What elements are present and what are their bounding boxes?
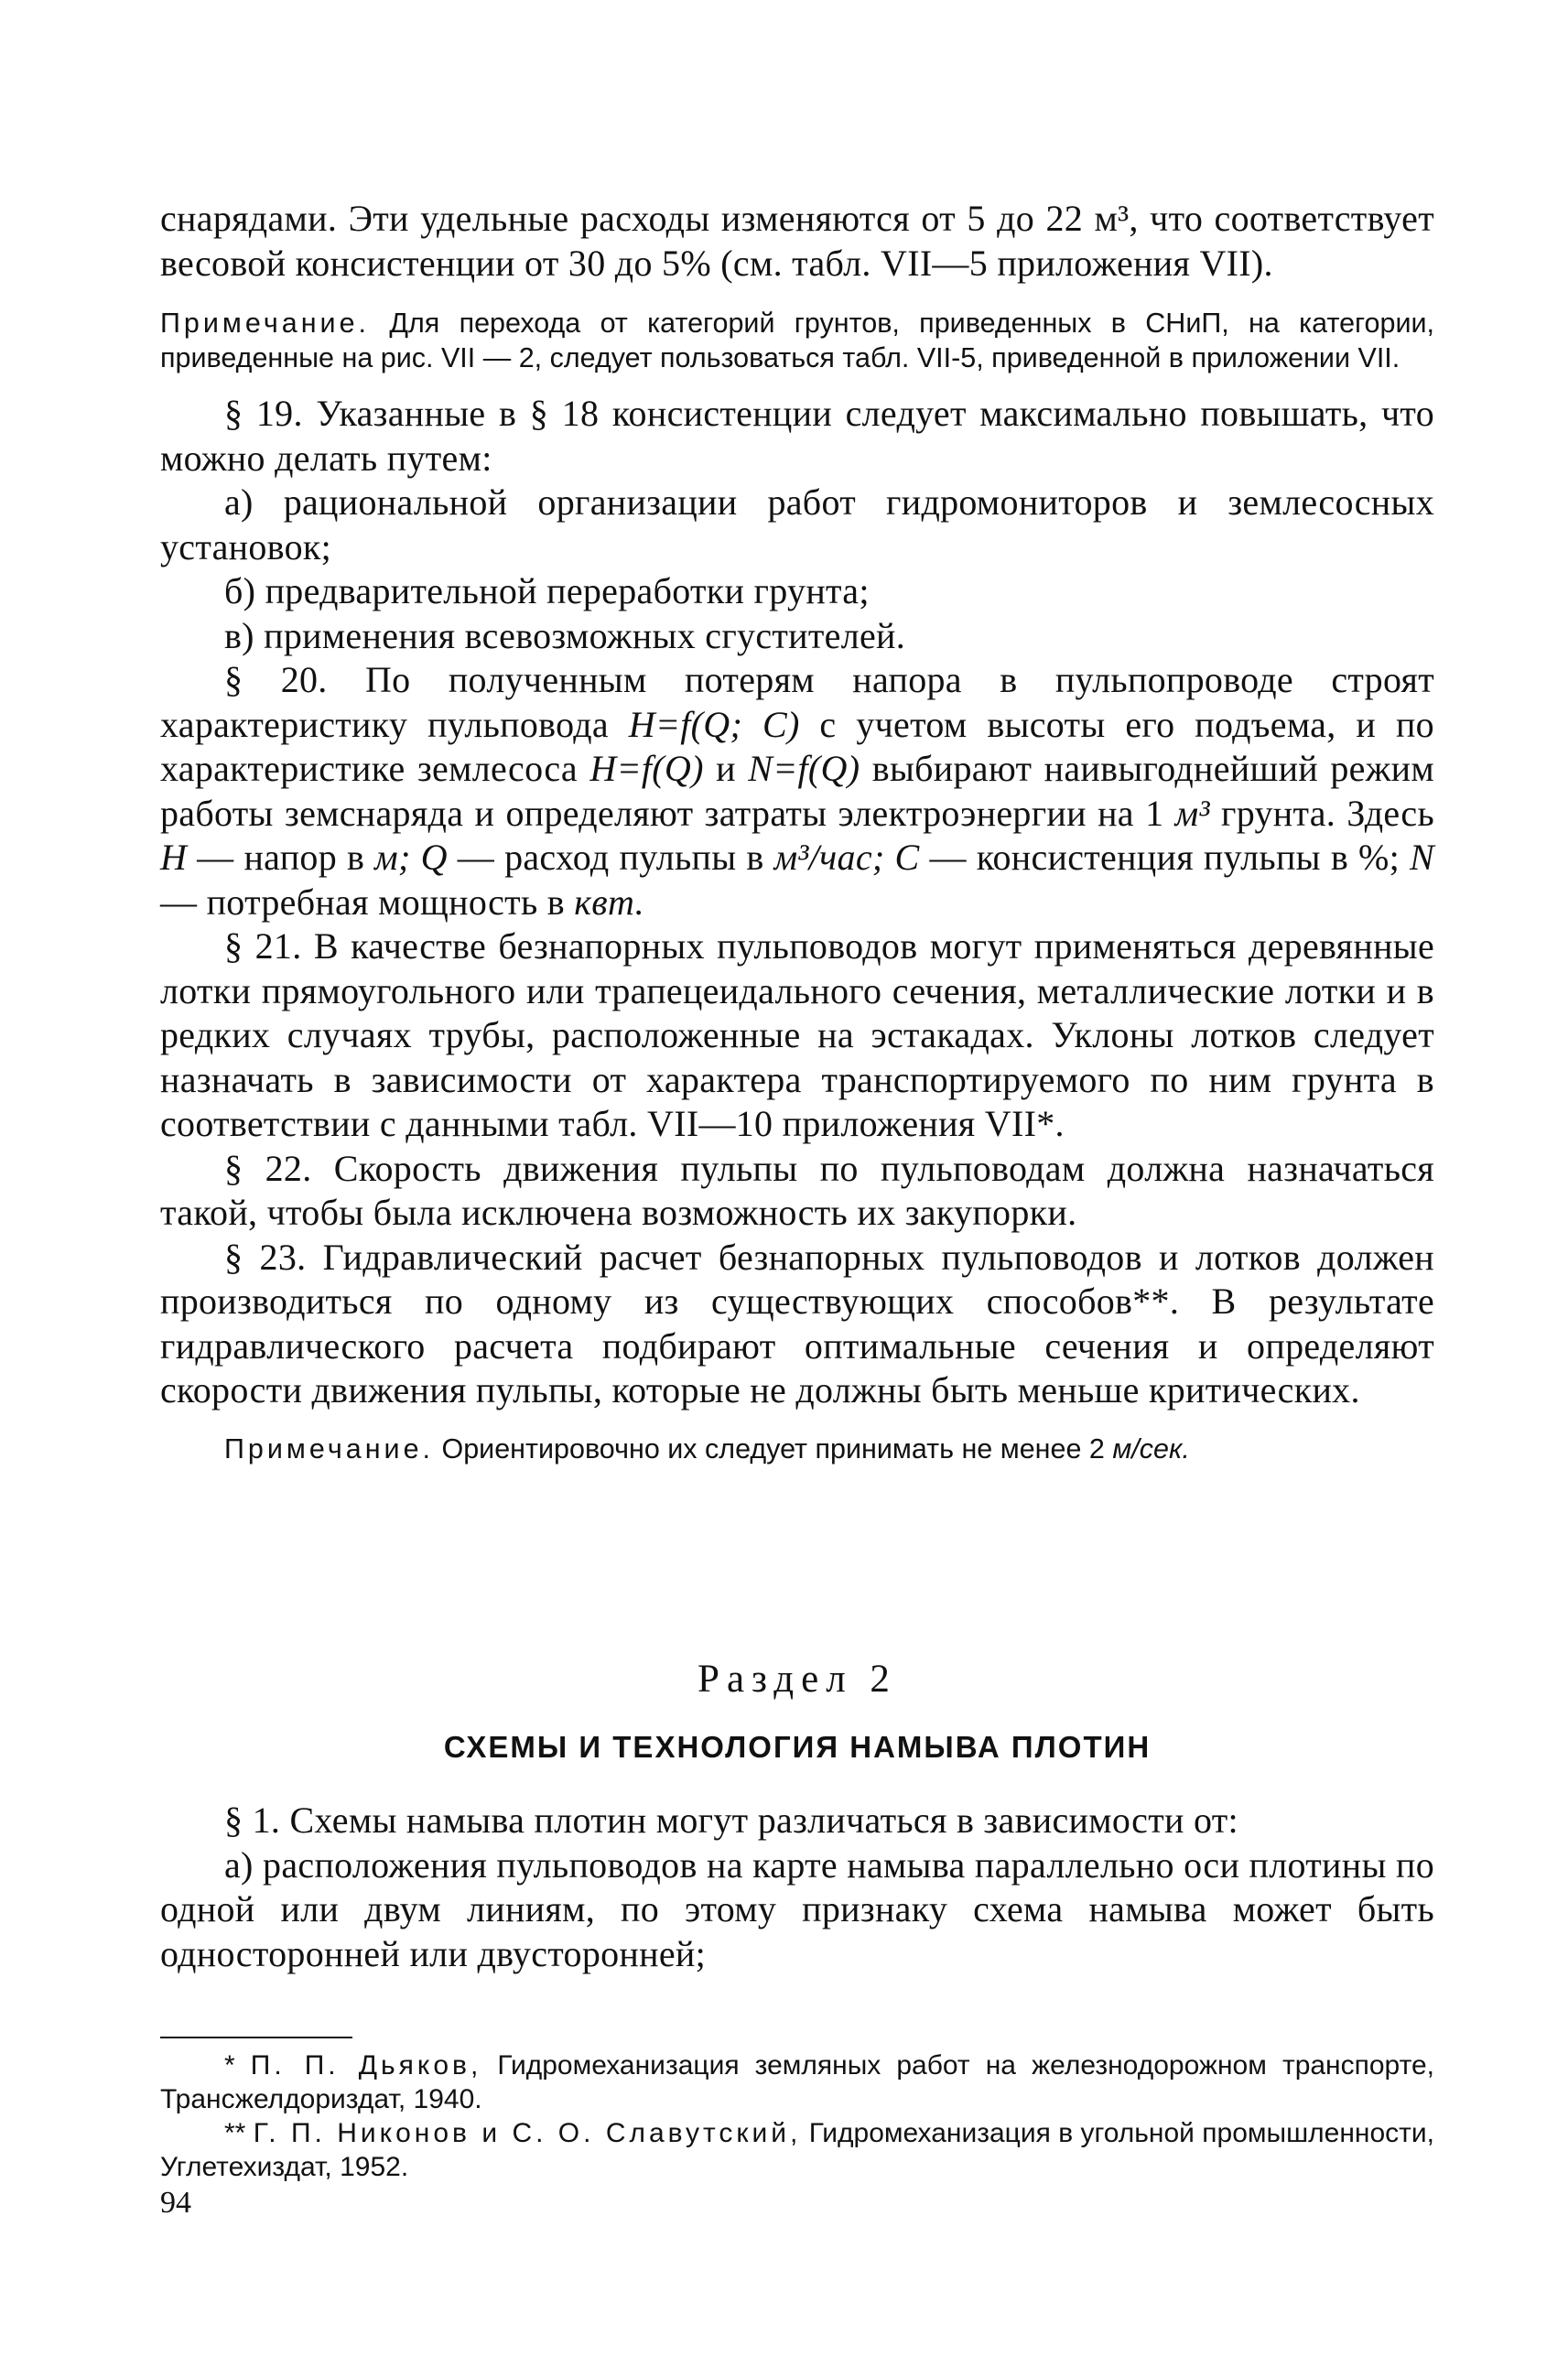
note-text: Ориентировочно их следует принимать не менее 2 bbox=[434, 1432, 1113, 1465]
paragraph-19: § 19. Указанные в § 18 консистенции следует максимально повышать, что можно делать путем: bbox=[160, 393, 1434, 479]
note-text: Для перехода от категорий грунтов, приведенных в СНиП, на категории, приведенные на рис. VII — 2, следует пользоваться табл. VII-5, приведенной в приложении VII. bbox=[160, 308, 1434, 373]
note-velocity bbox=[160, 1432, 1434, 1466]
p20-text-2: с учетом высоты его подъема, и по характеристике землесоса bbox=[160, 703, 1434, 789]
p20-text-10: — потребная мощность в bbox=[160, 881, 575, 923]
footnotes bbox=[160, 2048, 1434, 2184]
note-label: Примечание. bbox=[160, 308, 371, 339]
footnote-author: Г. П. Никонов и С. О. Славутский, bbox=[253, 2118, 802, 2148]
footnote-mark: * bbox=[224, 2050, 251, 2081]
note-unit: м/сек. bbox=[1112, 1432, 1190, 1465]
footnote-2 bbox=[160, 2116, 1434, 2184]
paragraph-23: § 23. Гидравлический расчет безнапорных пульповодов и лотков должен производиться по одному из существующих способов**. В результате гидравлического расчета подбирают оптимальные сечения и определяют скорости движения пульпы, которые не должны быть меньше критических. bbox=[160, 1236, 1434, 1411]
footnote-author: П. П. Дьяков, bbox=[250, 2050, 482, 2081]
list-item-b: б) предварительной переработки грунта; bbox=[224, 570, 870, 611]
paragraph-21: § 21. В качестве безнапорных пульповодов могут применяться деревянные лотки прямоугольного или трапецеидального сечения, металлические лотки и в редких случаях трубы, расположенные на эстакадах. Уклоны лотков следует назначать в зависимости от характера транспортируемого по ним грунта в соответствии с данными табл. VII—10 приложения VII*. bbox=[160, 925, 1434, 1144]
footnote-text: Гидромеханизация земляных работ на железнодорожном транспорте, Трансжелдориздат, 1940. bbox=[160, 2050, 1435, 2114]
paragraph-22: § 22. Скорость движения пульпы по пульповодам должна назначаться такой, чтобы была исключена возможность их закупорки. bbox=[160, 1147, 1434, 1233]
formula-power: N=f(Q) bbox=[748, 748, 860, 789]
note-categories bbox=[160, 306, 1434, 375]
p20-text-5: грунта. Здесь bbox=[1209, 792, 1434, 834]
footnote-text: Гидромеханизация в угольной промышленности, Углетехиздат, 1952. bbox=[160, 2118, 1434, 2182]
paragraph-20 bbox=[160, 658, 1434, 924]
p20-text-6: — напор в bbox=[187, 837, 375, 878]
list-item-a: а) рациональной организации работ гидромониторов и землесосных установок; bbox=[160, 481, 1434, 567]
p20-text-4: выбирают наивыгоднейший режим работы земснаряда и определяют затраты электроэнергии на 1 bbox=[160, 748, 1434, 834]
footnote-divider bbox=[160, 2037, 352, 2038]
var-h: H bbox=[160, 837, 188, 878]
unit-m3-hour: м³/час; C bbox=[773, 837, 920, 878]
section-label: Раздел 2 bbox=[697, 1658, 897, 1701]
formula-pump-head: H=f(Q) bbox=[589, 748, 704, 789]
page-number: 94 bbox=[160, 2186, 191, 2220]
footnote-mark: ** bbox=[224, 2118, 254, 2148]
note-label: Примечание. bbox=[224, 1432, 435, 1465]
footnote-1 bbox=[160, 2048, 1434, 2116]
var-n: N bbox=[1410, 837, 1434, 878]
p20-text-9: — консистенция пульпы в %; bbox=[919, 837, 1411, 878]
p20-text-8: — расход пульпы в bbox=[447, 837, 774, 878]
var-q: Q bbox=[420, 837, 448, 878]
unit-m: м; bbox=[374, 837, 411, 878]
unit-m3: м³ bbox=[1174, 792, 1210, 834]
section-paragraph-1: § 1. Схемы намыва плотин могут различаться в зависимости от: bbox=[224, 1800, 1238, 1841]
intro-paragraph: снарядами. Эти удельные расходы изменяются от 5 до 22 м³, что соответствует весовой консистенции от 30 до 5% (см. табл. VII—5 приложения VII). bbox=[160, 198, 1434, 284]
unit-kw: квт. bbox=[574, 881, 644, 923]
section-item-a: а) расположения пульповодов на карте намыва параллельно оси плотины по одной или двум линиям, по этому признаку схема намыва может быть односторонней или двусторонней; bbox=[160, 1843, 1434, 1974]
list-item-c: в) применения всевозможных сгустителей. bbox=[224, 614, 906, 656]
main-text-block bbox=[160, 197, 1434, 1466]
p20-text-1: § 20. По полученным потерям напора в пульпопроводе строят характеристику пульповода bbox=[160, 659, 1434, 745]
p20-text-3: и bbox=[703, 748, 749, 789]
formula-pipeline: H=f(Q; C) bbox=[628, 703, 800, 745]
section-title: СХЕМЫ И ТЕХНОЛОГИЯ НАМЫВА ПЛОТИН bbox=[443, 1730, 1152, 1764]
p20-text-7 bbox=[411, 837, 421, 878]
section-text-block bbox=[160, 1799, 1434, 1976]
